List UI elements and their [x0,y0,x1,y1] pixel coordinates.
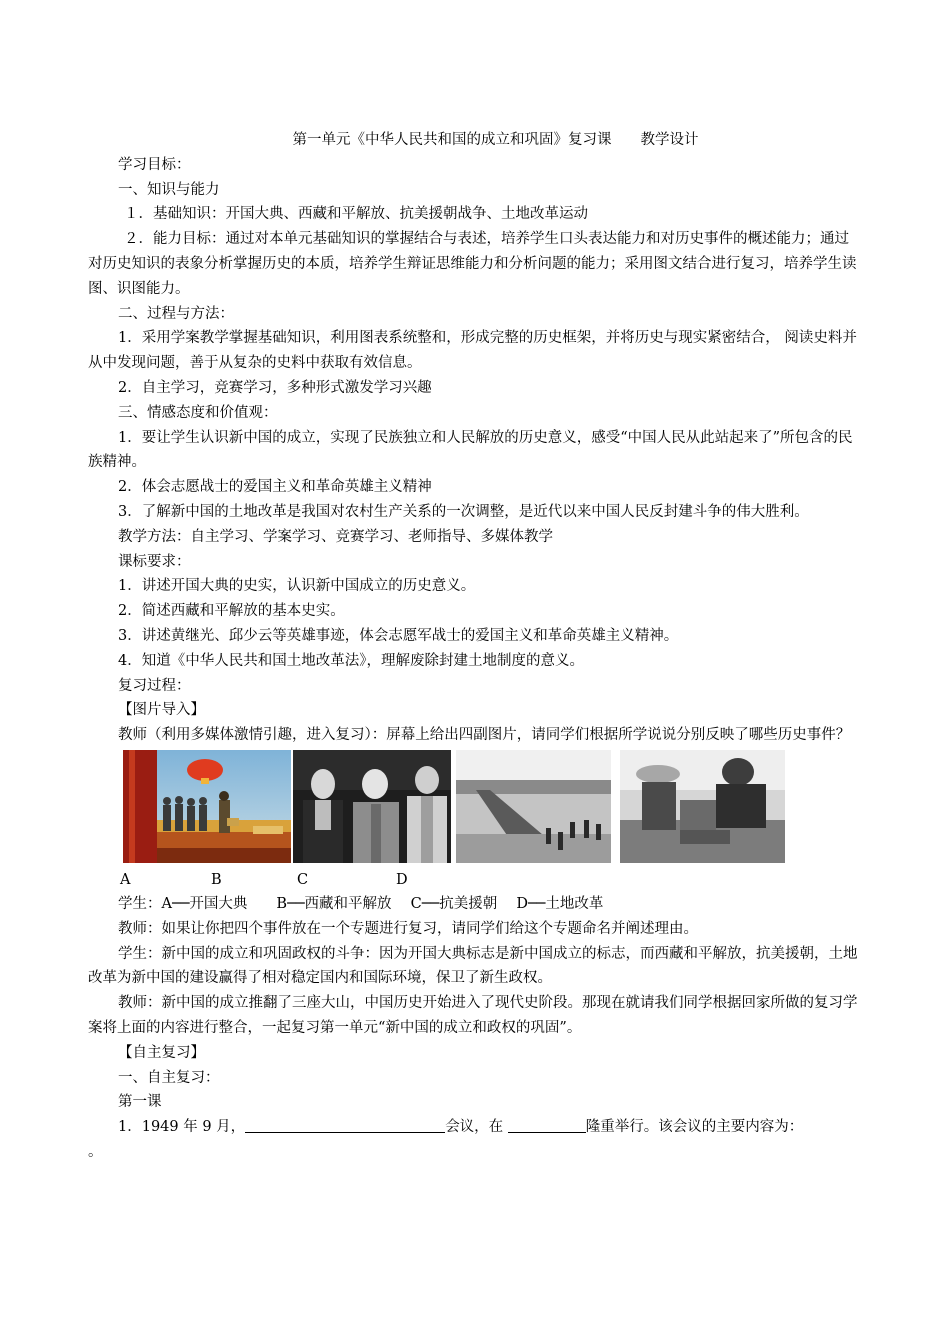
text-line: 1．讲述开国大典的史实，认识新中国成立的历史意义。 [118,578,476,595]
answer-blank-2[interactable] [508,1116,586,1133]
text-line: 学生：A──开国大典 B──西藏和平解放 C──抗美援朝 D──土地改革 [118,895,604,912]
text-line: 教师（利用多媒体激情引趣，进入复习）：屏幕上给出四副图片，请同学们根据所学说说分别反映了哪些历史事件？ [118,727,851,744]
text-line: 。 [88,1143,103,1160]
text-line: 2．自主学习，竞赛学习，多种形式激发学习兴趣 [118,379,432,396]
text-line: 一、知识与能力 [118,181,220,198]
text-line: 第一课 [118,1094,162,1111]
text-line: 3．讲述黄继光、邱少云等英雄事迹，体会志愿军战士的爱国主义和革命英雄主义精神。 [118,627,679,644]
text-line: 学生：新中国的成立和巩固政权的斗争：因为开国大典标志是新中国成立的标志，而西藏和平解放，抗美援朝，土地改革为新中国的建设赢得了相对稳定国内和国际环境，保卫了新生政权。 [88,945,858,987]
text-line: 学习目标： [118,156,191,173]
question-text: 1．1949 年 9 月， [118,1119,246,1136]
text-line: １．基础知识：开国大典、西藏和平解放、抗美援朝战争、土地改革运动 [124,206,588,223]
text-line: 教学方法：自主学习、学案学习、竞赛学习、老师指导、多媒体教学 [118,528,553,545]
picture-label-c: C [297,871,309,888]
text-line: 【图片导入】 [118,702,205,719]
text-line: 教师：新中国的成立推翻了三座大山，中国历史开始进入了现代史阶段。那现在就请我们同学根据回家所做的复习学案将上面的内容进行整合，一起复习第一单元“新中国的成立和政权的巩固”。 [88,995,858,1036]
picture-row [88,750,863,868]
text-line: 教师：如果让你把四个事件放在一个专题进行复习，请同学们给这个专题命名并阐述理由。 [118,920,698,937]
text-line: 1．要让学生认识新中国的成立，实现了民族独立和人民解放的历史意义，感受“中国人民从此站起来了”所包含的民族精神。 [88,429,853,471]
text-line: 复习过程： [118,677,191,694]
text-line: ２．能力目标：通过对本单元基础知识的掌握结合与表述，培养学生口头表达能力和对历史事件的概述能力；通过对历史知识的表象分析掌握历史的本质，培养学生辩证思维能力和分析问题的能力；采用图文结合进行复习，培养学生读图、识图能力。 [88,231,857,297]
text-line: 一、自主复习： [118,1069,220,1086]
question-text: 会议，在 [445,1119,508,1136]
picture-labels [88,868,863,892]
picture-label-b: B [211,871,222,888]
answer-blank-1[interactable] [245,1116,445,1133]
text-line: 二、过程与方法： [118,305,234,322]
picture-label-a: A [120,871,131,888]
page-title: 第一单元《中华人民共和国的成立和巩固》复习课 教学设计 [292,132,699,148]
text-line: 2．简述西藏和平解放的基本史实。 [118,603,345,620]
tibet-liberation-image [293,750,451,863]
text-line: 4．知道《中华人民共和国土地改革法》，理解废除封建土地制度的意义。 [118,652,584,669]
text-line: 课标要求： [118,553,191,570]
text-line: 三、情感态度和价值观： [118,404,278,421]
question-text: 隆重举行。该会议的主要内容为： [585,1119,804,1136]
document-page [88,128,863,1165]
land-reform-image [620,750,785,863]
text-line: 2．体会志愿战士的爱国主义和革命英雄主义精神 [118,479,432,496]
text-line: 3．了解新中国的土地改革是我国对农村生产关系的一次调整，是近代以来中国人民反封建斗争的伟大胜利。 [118,503,809,520]
text-line: 【自主复习】 [118,1044,205,1061]
text-line: 1．采用学案教学掌握基础知识，利用图表系统整和，形成完整的历史框架，并将历史与现实紧密结合， 阅读史料并从中发现问题，善于从复杂的史料中获取有效信息。 [88,330,857,372]
fill-in-question [88,1115,863,1140]
picture-label-d: D [396,871,408,888]
korean-war-image [456,750,611,863]
founding-ceremony-image [123,750,291,863]
